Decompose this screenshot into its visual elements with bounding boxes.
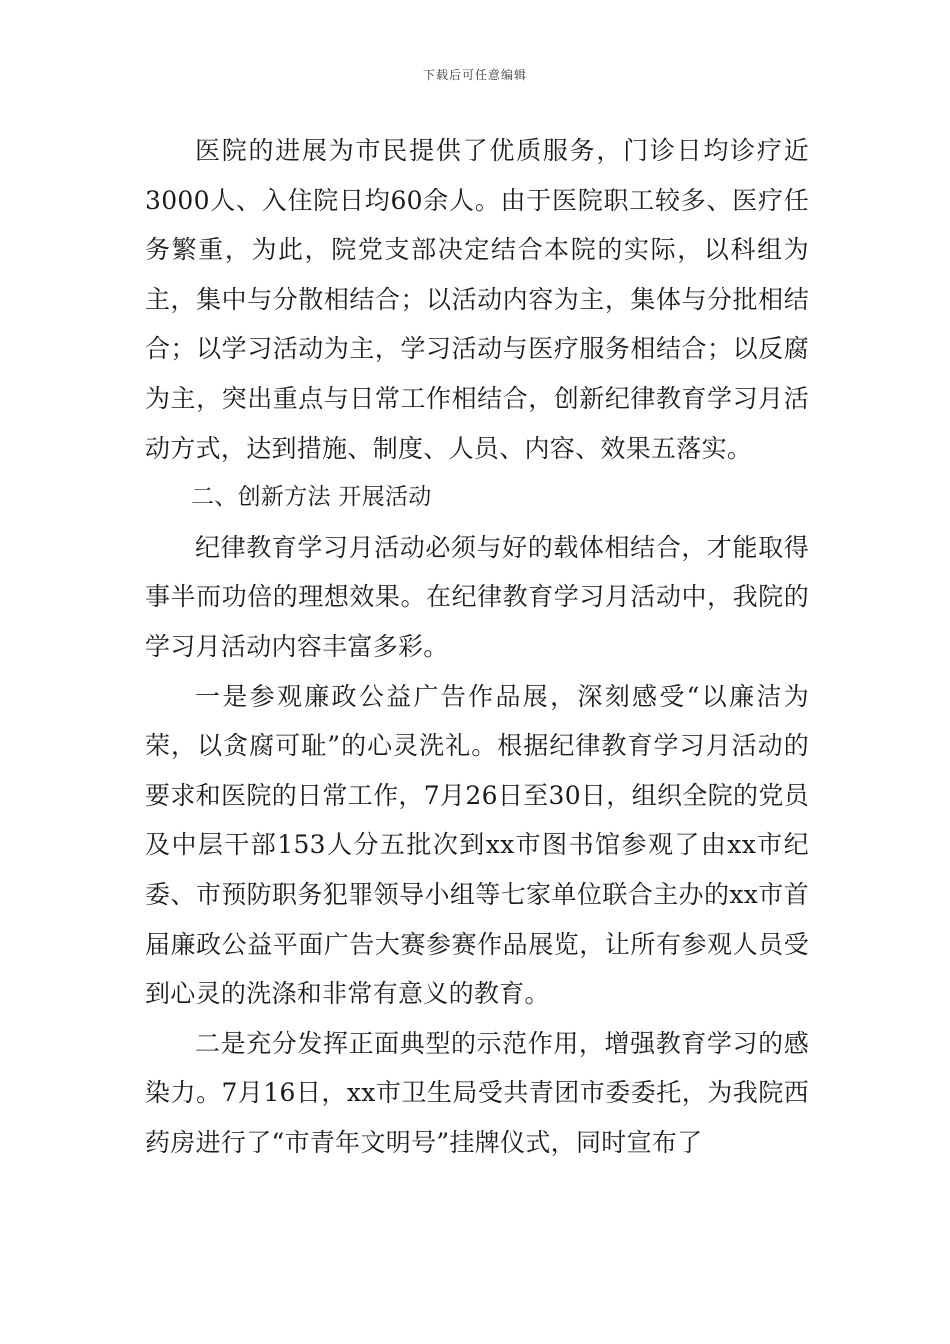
- page-header-note: 下载后可任意编辑: [422, 68, 527, 82]
- paragraph-role-models: 二是充分发挥正面典型的示范作用，增强教育学习的感染力。7月16日，xx市卫生局受共青团市委委托，为我院西药房进行了“市青年文明号”挂牌仪式，同时宣布了: [145, 1028, 809, 1157]
- section-heading: 二、创新方法 开展活动: [191, 484, 432, 511]
- paragraph-learning-month: 纪律教育学习月活动必须与好的载体相结合，才能取得事半而功倍的理想效果。在纪律教育学习月活动中，我院的学习月活动内容丰富多彩。: [145, 532, 809, 661]
- paragraph-exhibition-visit: 一是参观廉政公益广告作品展，深刻感受“以廉洁为荣，以贪腐可耻”的心灵洗礼。根据纪律教育学习月活动的要求和医院的日常工作，7月26日至30日，组织全院的党员及中层干部153人分五批次到xx市图书馆参观了由xx市纪委、市预防职务犯罪领导小组等七家单位联合主办的xx市首届廉政公益平面广告大赛参赛作品展览，让所有参观人员受到心灵的洗涤和非常有意义的教育。: [145, 681, 809, 1009]
- paragraph-hospital-progress: 医院的进展为市民提供了优质服务，门诊日均诊疗近3000人、入住院日均60余人。由于医院职工较多、医疗任务繁重，为此，院党支部决定结合本院的实际，以科组为主，集中与分散相结合；以活动内容为主，集体与分批相结合；以学习活动为主，学习活动与医疗服务相结合；以反腐为主，突出重点与日常工作相结合，创新纪律教育学习月活动方式，达到措施、制度、人员、内容、效果五落实。: [145, 136, 809, 463]
- document-body: [145, 126, 809, 1167]
